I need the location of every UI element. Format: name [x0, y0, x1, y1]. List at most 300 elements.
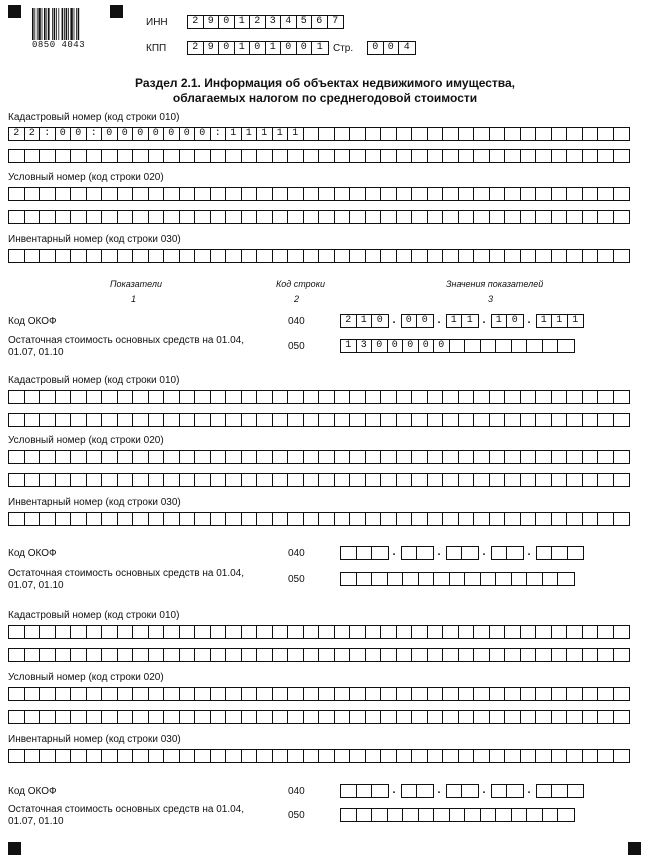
conditional-cell[interactable] — [428, 211, 444, 223]
conditional-cell[interactable] — [583, 211, 599, 223]
cadastral-cell[interactable] — [552, 150, 568, 162]
cadastral-cell[interactable] — [552, 128, 568, 140]
cadastral-cell[interactable] — [536, 391, 552, 403]
conditional-cell[interactable] — [149, 451, 165, 463]
cadastral-cell[interactable] — [428, 391, 444, 403]
conditional-cell[interactable] — [304, 474, 320, 486]
cadastral-cell[interactable] — [583, 150, 599, 162]
conditional-cell[interactable] — [87, 211, 103, 223]
inventory-cell[interactable] — [335, 250, 351, 262]
inventory-cell[interactable] — [536, 750, 552, 762]
conditional-cell[interactable] — [118, 451, 134, 463]
conditional-cell[interactable] — [273, 188, 289, 200]
conditional-cell[interactable] — [164, 711, 180, 723]
conditional-cell[interactable] — [552, 211, 568, 223]
cadastral-cell[interactable]: 0 — [195, 128, 211, 140]
cadastral-cell[interactable] — [443, 128, 459, 140]
inventory-cell[interactable] — [490, 750, 506, 762]
conditional-cell[interactable] — [102, 211, 118, 223]
okof-digit-cell[interactable] — [357, 785, 373, 797]
conditional-cell[interactable] — [490, 688, 506, 700]
inventory-cell[interactable] — [366, 750, 382, 762]
cadastral-cell[interactable] — [521, 626, 537, 638]
inventory-cell[interactable] — [40, 513, 56, 525]
cadastral-cell[interactable] — [397, 649, 413, 661]
conditional-cell[interactable] — [242, 474, 258, 486]
conditional-cell[interactable] — [102, 711, 118, 723]
okof-digit-cell[interactable] — [568, 785, 584, 797]
cadastral-cell[interactable] — [490, 626, 506, 638]
conditional-cell[interactable] — [443, 211, 459, 223]
cadastral-cell[interactable] — [149, 649, 165, 661]
conditional-cell[interactable] — [350, 711, 366, 723]
inn-digit-cell[interactable]: 2 — [250, 16, 266, 28]
cadastral-cell[interactable] — [226, 150, 242, 162]
conditional-cell[interactable] — [118, 188, 134, 200]
cadastral-cell[interactable] — [195, 150, 211, 162]
conditional-cell[interactable] — [459, 474, 475, 486]
inventory-cell[interactable] — [552, 250, 568, 262]
conditional-cell[interactable] — [133, 711, 149, 723]
inventory-cell[interactable] — [133, 250, 149, 262]
conditional-cell[interactable] — [25, 711, 41, 723]
conditional-cell[interactable] — [583, 688, 599, 700]
cadastral-cell[interactable] — [350, 128, 366, 140]
conditional-cell[interactable] — [521, 474, 537, 486]
conditional-cell[interactable] — [366, 451, 382, 463]
inventory-cell[interactable] — [242, 513, 258, 525]
inventory-cell[interactable] — [583, 513, 599, 525]
residual-digit-cell[interactable] — [558, 573, 574, 585]
cadastral-cell[interactable] — [288, 391, 304, 403]
okof-group-field[interactable] — [446, 784, 479, 798]
cadastral-cell[interactable] — [304, 150, 320, 162]
residual-digit-cell[interactable] — [527, 809, 543, 821]
inventory-cell[interactable] — [521, 750, 537, 762]
conditional-cell[interactable] — [474, 688, 490, 700]
okof-digit-cell[interactable] — [568, 547, 584, 559]
inventory-cell[interactable] — [149, 750, 165, 762]
conditional-cell[interactable] — [9, 711, 25, 723]
cadastral-cell[interactable] — [567, 649, 583, 661]
conditional-cell[interactable] — [71, 474, 87, 486]
conditional-cell[interactable] — [567, 474, 583, 486]
conditional-cell[interactable] — [536, 688, 552, 700]
inventory-cell[interactable] — [381, 513, 397, 525]
inventory-cell[interactable] — [226, 750, 242, 762]
conditional-cell[interactable] — [443, 474, 459, 486]
conditional-cell[interactable] — [567, 688, 583, 700]
kpp-digit-cell[interactable]: 9 — [204, 42, 220, 54]
cadastral-cell[interactable] — [335, 150, 351, 162]
conditional-cell[interactable] — [381, 211, 397, 223]
conditional-cell[interactable] — [319, 711, 335, 723]
conditional-cell[interactable] — [490, 474, 506, 486]
okof-digit-cell[interactable]: 1 — [537, 315, 553, 327]
conditional-cell[interactable] — [366, 474, 382, 486]
cadastral-cell[interactable] — [350, 649, 366, 661]
inventory-cell[interactable] — [273, 750, 289, 762]
cadastral-cell[interactable]: 2 — [9, 128, 25, 140]
conditional-cell[interactable] — [536, 188, 552, 200]
cadastral-cell[interactable] — [614, 128, 630, 140]
cadastral-cell[interactable] — [474, 128, 490, 140]
conditional-cell[interactable] — [226, 688, 242, 700]
conditional-cell[interactable] — [536, 474, 552, 486]
cadastral-cell[interactable] — [71, 150, 87, 162]
okof-digit-cell[interactable] — [447, 547, 463, 559]
kpp-digit-cell[interactable]: 1 — [235, 42, 251, 54]
conditional-cell[interactable] — [180, 211, 196, 223]
conditional-cell[interactable] — [521, 211, 537, 223]
conditional-cell[interactable] — [552, 451, 568, 463]
cadastral-cell[interactable] — [366, 128, 382, 140]
cadastral-cell[interactable] — [226, 626, 242, 638]
cadastral-cell[interactable]: 1 — [226, 128, 242, 140]
cadastral-cell[interactable] — [180, 626, 196, 638]
inventory-cell[interactable] — [257, 513, 273, 525]
residual-digit-cell[interactable] — [450, 809, 466, 821]
conditional-cell[interactable] — [598, 711, 614, 723]
cadastral-cell[interactable] — [552, 391, 568, 403]
conditional-cell[interactable] — [304, 688, 320, 700]
cadastral-cell[interactable] — [428, 649, 444, 661]
conditional-cell[interactable] — [25, 474, 41, 486]
okof-digit-cell[interactable]: 1 — [492, 315, 508, 327]
inventory-cell[interactable] — [366, 513, 382, 525]
cadastral-cell[interactable] — [505, 391, 521, 403]
cadastral-cell[interactable] — [521, 150, 537, 162]
conditional-cell[interactable] — [180, 688, 196, 700]
cadastral-cell[interactable] — [25, 414, 41, 426]
inn-digit-cell[interactable]: 5 — [297, 16, 313, 28]
okof-digit-cell[interactable]: 1 — [552, 315, 568, 327]
cadastral-cell[interactable] — [381, 128, 397, 140]
inventory-cell[interactable] — [71, 513, 87, 525]
conditional-cell[interactable] — [226, 188, 242, 200]
conditional-cell[interactable] — [598, 188, 614, 200]
cadastral-cell[interactable] — [536, 128, 552, 140]
cadastral-cell[interactable] — [180, 391, 196, 403]
conditional-cell[interactable] — [412, 451, 428, 463]
inventory-cell[interactable] — [195, 750, 211, 762]
cadastral-cell[interactable] — [40, 649, 56, 661]
conditional-cell[interactable] — [288, 211, 304, 223]
cadastral-cell[interactable] — [304, 626, 320, 638]
okof-digit-cell[interactable] — [357, 547, 373, 559]
kpp-digit-cell[interactable]: 0 — [281, 42, 297, 54]
cadastral-cell[interactable] — [381, 626, 397, 638]
cadastral-cell[interactable] — [428, 414, 444, 426]
cadastral-cell[interactable] — [505, 414, 521, 426]
inventory-cell[interactable] — [319, 250, 335, 262]
cadastral-cell[interactable] — [598, 391, 614, 403]
cadastral-cell[interactable] — [567, 414, 583, 426]
cadastral-cell[interactable] — [242, 626, 258, 638]
conditional-cell[interactable] — [505, 211, 521, 223]
inventory-cell[interactable] — [9, 513, 25, 525]
inventory-cell[interactable] — [567, 750, 583, 762]
cadastral-cell[interactable] — [242, 150, 258, 162]
okof-group-field[interactable] — [536, 784, 585, 798]
conditional-cell[interactable] — [242, 451, 258, 463]
residual-digit-cell[interactable] — [512, 573, 528, 585]
okof-group-field[interactable] — [491, 784, 524, 798]
conditional-cell[interactable] — [87, 188, 103, 200]
cadastral-cell[interactable] — [242, 391, 258, 403]
okof-digit-cell[interactable] — [552, 785, 568, 797]
conditional-cell[interactable] — [257, 474, 273, 486]
inventory-cell[interactable] — [552, 750, 568, 762]
cadastral-cell[interactable] — [25, 626, 41, 638]
conditional-cell[interactable] — [102, 474, 118, 486]
cadastral-cell[interactable] — [505, 649, 521, 661]
cadastral-cell[interactable] — [598, 150, 614, 162]
inventory-cell[interactable] — [583, 750, 599, 762]
cadastral-cell[interactable] — [505, 626, 521, 638]
okof-digit-cell[interactable] — [402, 547, 418, 559]
cadastral-cell[interactable] — [381, 649, 397, 661]
conditional-cell[interactable] — [56, 711, 72, 723]
cadastral-cell[interactable] — [474, 626, 490, 638]
conditional-cell[interactable] — [273, 211, 289, 223]
conditional-cell[interactable] — [195, 211, 211, 223]
cadastral-cell[interactable] — [521, 414, 537, 426]
conditional-cell[interactable] — [536, 211, 552, 223]
cadastral-cell[interactable] — [567, 128, 583, 140]
cadastral-cell[interactable] — [598, 626, 614, 638]
conditional-cell[interactable] — [304, 188, 320, 200]
conditional-cell[interactable] — [490, 188, 506, 200]
conditional-cell[interactable] — [614, 451, 630, 463]
inventory-cell[interactable] — [397, 513, 413, 525]
conditional-cell[interactable] — [71, 188, 87, 200]
cadastral-cell[interactable] — [71, 626, 87, 638]
cadastral-cell[interactable] — [288, 626, 304, 638]
inn-digit-cell[interactable]: 7 — [332, 16, 339, 27]
conditional-cell[interactable] — [366, 711, 382, 723]
cadastral-cell[interactable] — [490, 128, 506, 140]
inventory-cell[interactable] — [536, 250, 552, 262]
inventory-cell[interactable] — [133, 750, 149, 762]
inventory-cell[interactable] — [9, 750, 25, 762]
cadastral-cell[interactable] — [459, 391, 475, 403]
conditional-number-field[interactable] — [8, 187, 630, 201]
cadastral-cell[interactable] — [257, 626, 273, 638]
cadastral-cell[interactable] — [133, 626, 149, 638]
conditional-cell[interactable] — [443, 711, 459, 723]
kpp-digit-cell[interactable]: 0 — [219, 42, 235, 54]
conditional-cell[interactable] — [505, 711, 521, 723]
residual-digit-cell[interactable] — [341, 573, 357, 585]
cadastral-cell[interactable] — [490, 649, 506, 661]
conditional-cell[interactable] — [350, 688, 366, 700]
conditional-cell[interactable] — [614, 474, 630, 486]
conditional-cell[interactable] — [536, 711, 552, 723]
residual-digit-cell[interactable]: 0 — [403, 340, 419, 352]
conditional-cell[interactable] — [257, 211, 273, 223]
residual-digit-cell[interactable] — [481, 340, 497, 352]
conditional-cell[interactable] — [474, 451, 490, 463]
cadastral-cell[interactable]: 1 — [257, 128, 273, 140]
residual-digit-cell[interactable] — [403, 809, 419, 821]
conditional-cell[interactable] — [366, 188, 382, 200]
kpp-digit-cell[interactable]: 1 — [316, 42, 323, 53]
cadastral-cell[interactable] — [598, 414, 614, 426]
conditional-cell[interactable] — [521, 188, 537, 200]
conditional-cell[interactable] — [443, 188, 459, 200]
conditional-cell[interactable] — [598, 211, 614, 223]
okof-group-field[interactable] — [446, 546, 479, 560]
cadastral-cell[interactable] — [381, 391, 397, 403]
page-digit-cell[interactable]: 4 — [403, 42, 410, 53]
inventory-cell[interactable] — [397, 750, 413, 762]
cadastral-cell[interactable] — [226, 414, 242, 426]
conditional-cell[interactable] — [288, 688, 304, 700]
cadastral-cell[interactable] — [319, 128, 335, 140]
cadastral-cell[interactable]: 1 — [288, 128, 304, 140]
conditional-cell[interactable] — [40, 451, 56, 463]
residual-digit-cell[interactable] — [465, 340, 481, 352]
conditional-cell[interactable] — [133, 451, 149, 463]
cadastral-cell[interactable] — [350, 626, 366, 638]
okof-digit-cell[interactable] — [537, 547, 553, 559]
inventory-cell[interactable] — [118, 750, 134, 762]
conditional-cell[interactable] — [211, 474, 227, 486]
inventory-cell[interactable] — [102, 513, 118, 525]
inventory-cell[interactable] — [56, 250, 72, 262]
conditional-cell[interactable] — [118, 711, 134, 723]
inventory-cell[interactable] — [412, 250, 428, 262]
cadastral-cell[interactable] — [474, 414, 490, 426]
residual-digit-cell[interactable] — [419, 809, 435, 821]
inventory-cell[interactable] — [598, 250, 614, 262]
conditional-cell[interactable] — [552, 188, 568, 200]
cadastral-cell[interactable] — [567, 391, 583, 403]
conditional-cell[interactable] — [381, 688, 397, 700]
conditional-cell[interactable] — [133, 188, 149, 200]
conditional-cell[interactable] — [304, 451, 320, 463]
cadastral-cell[interactable] — [133, 649, 149, 661]
conditional-cell[interactable] — [381, 474, 397, 486]
conditional-cell[interactable] — [335, 474, 351, 486]
cadastral-cell[interactable] — [226, 649, 242, 661]
okof-digit-cell[interactable] — [552, 547, 568, 559]
inventory-cell[interactable] — [273, 513, 289, 525]
inventory-cell[interactable] — [428, 250, 444, 262]
conditional-cell[interactable] — [87, 474, 103, 486]
cadastral-cell[interactable] — [366, 414, 382, 426]
conditional-cell[interactable] — [226, 711, 242, 723]
cadastral-cell[interactable] — [536, 150, 552, 162]
cadastral-cell[interactable] — [304, 649, 320, 661]
conditional-cell[interactable] — [505, 451, 521, 463]
okof-digit-cell[interactable] — [417, 785, 433, 797]
conditional-cell[interactable] — [397, 211, 413, 223]
cadastral-cell[interactable] — [9, 391, 25, 403]
inventory-cell[interactable] — [226, 513, 242, 525]
okof-group-field[interactable] — [340, 546, 389, 560]
okof-group-field[interactable] — [536, 314, 585, 328]
okof-digit-cell[interactable]: 0 — [421, 315, 428, 326]
cadastral-cell[interactable] — [319, 626, 335, 638]
conditional-cell[interactable] — [583, 188, 599, 200]
cadastral-cell[interactable] — [583, 626, 599, 638]
conditional-number-field[interactable] — [8, 450, 630, 464]
cadastral-cell[interactable] — [614, 150, 630, 162]
conditional-cell[interactable] — [133, 211, 149, 223]
conditional-cell[interactable] — [56, 451, 72, 463]
cadastral-cell[interactable]: 0 — [164, 128, 180, 140]
kpp-digit-cell[interactable]: 1 — [266, 42, 282, 54]
conditional-cell[interactable] — [164, 211, 180, 223]
cadastral-cell[interactable] — [40, 414, 56, 426]
conditional-cell[interactable] — [149, 474, 165, 486]
page-number-field[interactable] — [367, 41, 416, 55]
cadastral-cell[interactable] — [428, 626, 444, 638]
cadastral-cell[interactable] — [211, 414, 227, 426]
inventory-cell[interactable] — [288, 750, 304, 762]
cadastral-cell[interactable] — [598, 649, 614, 661]
cadastral-cell[interactable] — [87, 150, 103, 162]
cadastral-cell[interactable] — [397, 150, 413, 162]
inventory-cell[interactable] — [87, 750, 103, 762]
inventory-cell[interactable] — [25, 250, 41, 262]
conditional-cell[interactable] — [304, 711, 320, 723]
conditional-cell[interactable] — [335, 451, 351, 463]
conditional-cell[interactable] — [350, 474, 366, 486]
inventory-cell[interactable] — [304, 513, 320, 525]
conditional-cell[interactable] — [242, 188, 258, 200]
conditional-cell[interactable] — [195, 474, 211, 486]
inventory-cell[interactable] — [505, 250, 521, 262]
conditional-cell[interactable] — [71, 451, 87, 463]
cadastral-cell[interactable] — [490, 150, 506, 162]
inventory-cell[interactable] — [164, 750, 180, 762]
conditional-cell[interactable] — [397, 711, 413, 723]
okof-digit-cell[interactable]: 0 — [376, 315, 383, 326]
inventory-cell[interactable] — [521, 513, 537, 525]
cadastral-cell[interactable] — [443, 391, 459, 403]
cadastral-cell[interactable] — [381, 150, 397, 162]
page-digit-cell[interactable]: 0 — [384, 42, 400, 54]
cadastral-cell[interactable] — [149, 391, 165, 403]
cadastral-cell[interactable] — [211, 391, 227, 403]
cadastral-cell[interactable] — [71, 414, 87, 426]
cadastral-cell[interactable] — [319, 649, 335, 661]
conditional-number-field[interactable] — [8, 210, 630, 224]
cadastral-number-field[interactable] — [8, 648, 630, 662]
cadastral-cell[interactable] — [56, 626, 72, 638]
cadastral-cell[interactable] — [443, 414, 459, 426]
residual-digit-cell[interactable] — [496, 573, 512, 585]
inventory-cell[interactable] — [598, 750, 614, 762]
residual-digit-cell[interactable]: 3 — [357, 340, 373, 352]
conditional-cell[interactable] — [614, 188, 630, 200]
cadastral-cell[interactable] — [180, 649, 196, 661]
inventory-cell[interactable] — [56, 513, 72, 525]
residual-digit-cell[interactable] — [543, 573, 559, 585]
cadastral-cell[interactable] — [9, 649, 25, 661]
conditional-cell[interactable] — [598, 688, 614, 700]
residual-digit-cell[interactable] — [372, 809, 388, 821]
cadastral-cell[interactable] — [71, 649, 87, 661]
okof-digit-cell[interactable]: 1 — [357, 315, 373, 327]
cadastral-cell[interactable] — [87, 414, 103, 426]
conditional-cell[interactable] — [614, 211, 630, 223]
cadastral-cell[interactable] — [56, 649, 72, 661]
inventory-cell[interactable] — [288, 250, 304, 262]
